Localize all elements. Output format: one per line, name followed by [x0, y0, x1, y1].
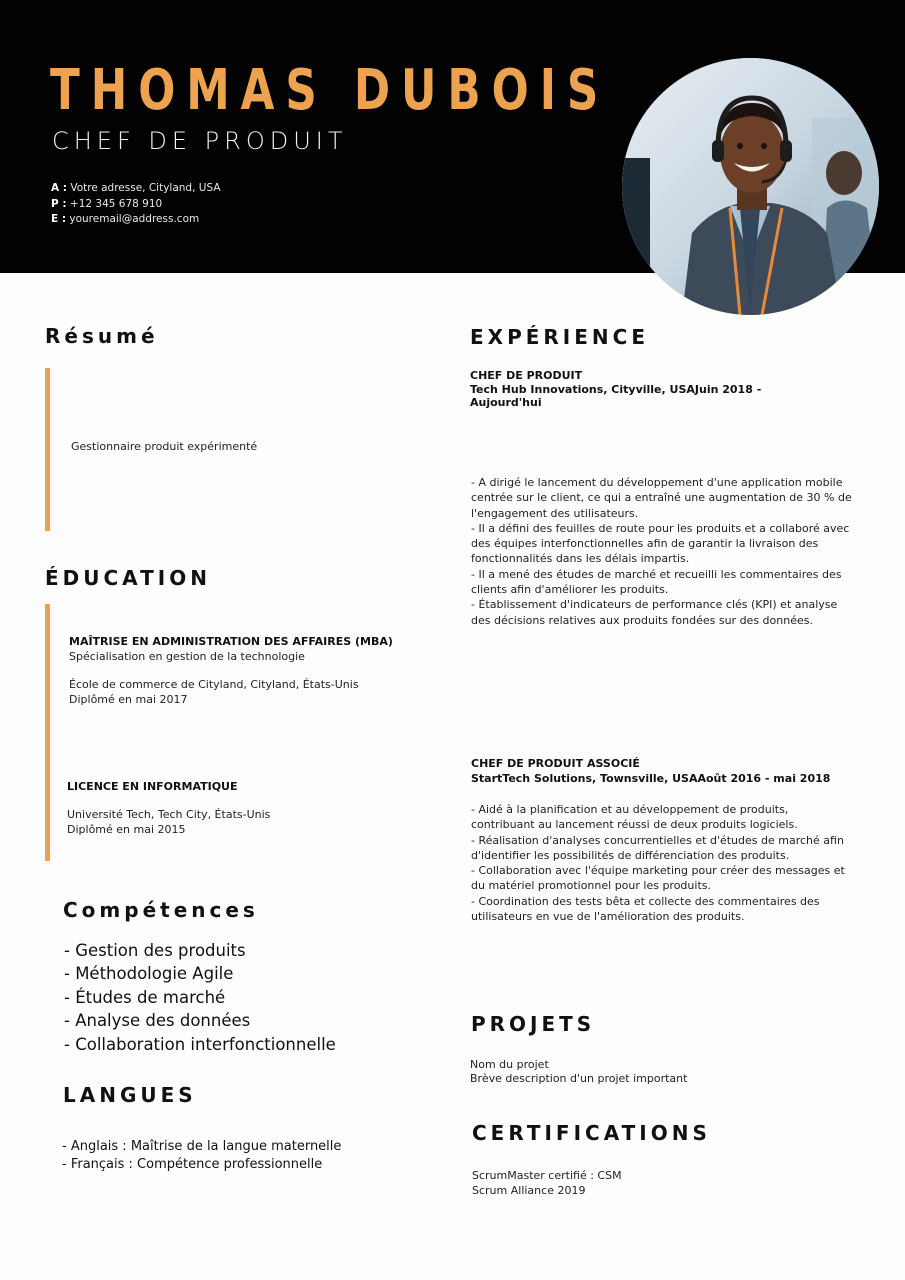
experience-heading: EXPÉRIENCE [470, 325, 649, 349]
address-line: A : Votre adresse, Cityland, USA [51, 182, 221, 194]
job-title: CHEF DE PRODUIT [470, 369, 583, 382]
skill-item: - Études de marché [64, 987, 226, 1007]
certifications-heading: CERTIFICATIONS [472, 1121, 711, 1145]
job-bullet-line: l'engagement des utilisateurs. [471, 506, 639, 520]
school-name: Université Tech, Tech City, États-Unis [67, 807, 271, 821]
degree-title: MAÎTRISE EN ADMINISTRATION DES AFFAIRES (MBA) [69, 635, 393, 648]
education-item-2 [67, 779, 270, 837]
languages-heading: LANGUES [63, 1083, 197, 1107]
degree-title: LICENCE EN INFORMATIQUE [67, 780, 238, 793]
job-bullet-line: - Il a défini des feuilles de route pour les produits et a collaboré avec [471, 521, 850, 535]
job-bullet-line: - Établissement d'indicateurs de performance clés (KPI) et analyse [471, 598, 838, 612]
job-bullet-line: - Il a mené des études de marché et recueilli les commentaires des [471, 567, 842, 581]
graduation-date: Diplômé en mai 2017 [69, 693, 188, 707]
job-bullet-line: centrée sur le client, ce qui a entraîné une augmentation de 30 % de [471, 491, 852, 505]
school-name: École de commerce de Cityland, Cityland, États-Unis [69, 678, 359, 692]
skills-heading: Compétences [63, 898, 259, 922]
skills-list [64, 939, 336, 1056]
language-item: - Anglais : Maîtrise de la langue maternelle [62, 1139, 342, 1154]
skill-item: - Gestion des produits [64, 941, 246, 960]
job-bullet-line: - Réalisation d'analyses concurrentielles et d'études de marché afin [471, 833, 844, 847]
job-2-description [471, 802, 845, 924]
skill-item: - Collaboration interfonctionnelle [64, 1034, 336, 1054]
job-bullet-line: - Collaboration avec l'équipe marketing pour créer des messages et [471, 864, 845, 878]
job-1-description [471, 475, 852, 628]
email-line: E : youremail@address.com [51, 213, 200, 225]
languages-list [62, 1138, 341, 1174]
certifications-content [472, 1168, 622, 1199]
job-bullet-line: - Coordination des tests bêta et collecte des commentaires des [471, 894, 820, 908]
job-bullet-line: des décisions relatives aux produits fondées sur des données. [471, 613, 813, 627]
person-headset-photo-icon [622, 58, 879, 315]
job-company: StartTech Solutions, Townsville, USAAoût 2016 - mai 2018 [471, 772, 831, 786]
phone-text: +12 345 678 910 [69, 197, 163, 210]
project-description: Brève description d'un projet important [470, 1071, 688, 1085]
person-name: THOMAS DUBOIS [50, 58, 610, 123]
project-name: Nom du projet [470, 1058, 549, 1071]
profile-photo [622, 58, 879, 315]
certification-issuer: Scrum Alliance 2019 [472, 1184, 586, 1198]
email-text: youremail@address.com [69, 213, 200, 225]
education-item-1 [69, 634, 393, 708]
job-bullet-line: utilisateurs en vue de l'amélioration des produits. [471, 910, 745, 924]
contact-info [51, 181, 221, 228]
skill-item: - Analyse des données [64, 1011, 251, 1031]
job-bullet-line: des équipes interfonctionnelles afin de garantir la livraison des [471, 537, 819, 551]
job-bullet-line: clients afin d'améliorer les produits. [471, 583, 669, 597]
projects-content [470, 1058, 687, 1085]
degree-specialization: Spécialisation en gestion de la technologie [69, 650, 305, 664]
job-title: CHEF DE PRODUIT [52, 127, 348, 155]
job-title: CHEF DE PRODUIT ASSOCIÉ [471, 757, 640, 770]
address-text: Votre adresse, Cityland, USA [70, 182, 221, 194]
job-bullet-line: du matériel promotionnel pour les produits. [471, 879, 711, 893]
certification-name: ScrumMaster certifié : CSM [472, 1169, 622, 1182]
projects-heading: PROJETS [471, 1012, 596, 1036]
summary-heading: Résumé [45, 324, 159, 348]
skill-item: - Méthodologie Agile [64, 964, 234, 984]
job-bullet-line: - A dirigé le lancement du développement d'une application mobile [471, 476, 843, 489]
job-bullet-line: contribuant au lancement réussi de deux produits logiciels. [471, 818, 798, 832]
job-dates: Aujourd'hui [470, 396, 542, 409]
job-2-header [471, 756, 830, 787]
job-1-header [470, 369, 761, 410]
education-accent-bar [45, 604, 50, 861]
education-heading: ÉDUCATION [45, 566, 211, 590]
graduation-date: Diplômé en mai 2015 [67, 823, 186, 837]
job-bullet-line: fonctionnalités dans les délais impartis. [471, 552, 690, 566]
language-item: - Français : Compétence professionnelle [62, 1157, 323, 1172]
job-bullet-line: - Aidé à la planification et au développement de produits, [471, 803, 789, 816]
summary-accent-bar [45, 368, 50, 531]
phone-line: P : +12 345 678 910 [51, 197, 163, 210]
job-bullet-line: d'identifier les possibilités de différenciation des produits. [471, 848, 790, 862]
job-company: Tech Hub Innovations, Cityville, USAJuin 2018 - [470, 382, 762, 396]
summary-text: Gestionnaire produit expérimenté [71, 440, 258, 453]
